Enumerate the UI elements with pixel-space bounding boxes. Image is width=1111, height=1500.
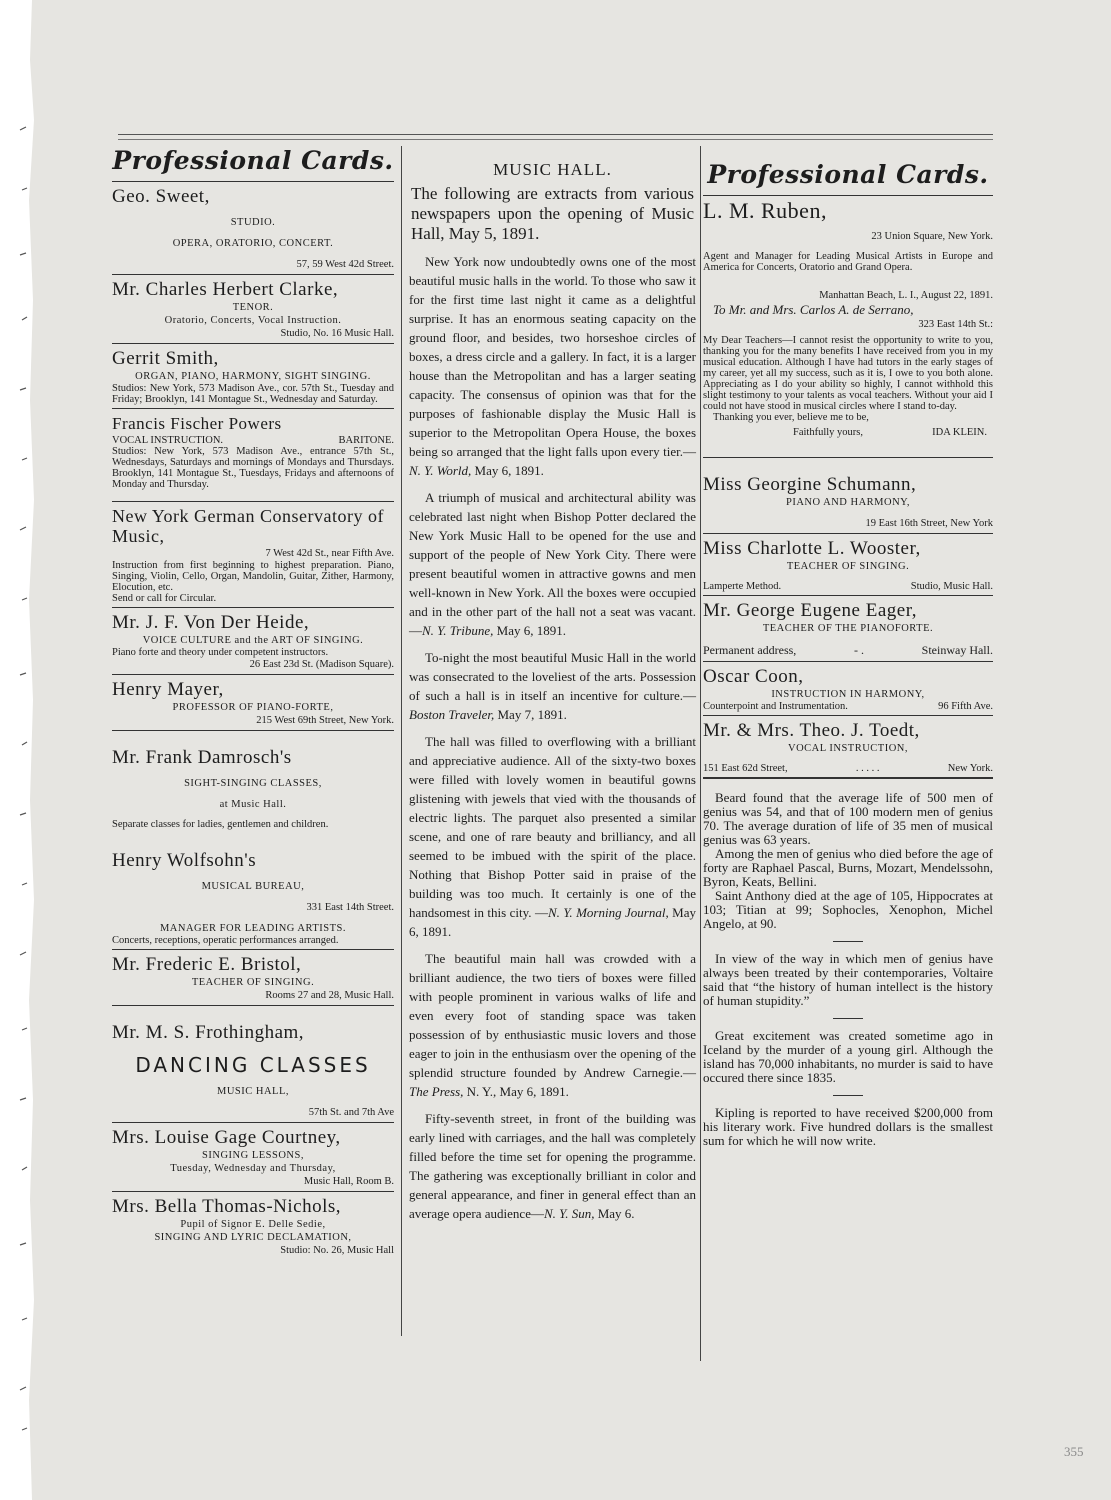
card-line: MANAGER FOR LEADING ARTISTS. [159,923,347,934]
card-address: 23 Union Square, New York. [871,231,993,242]
divider [703,661,993,662]
card-name: Mr. Charles Herbert Clarke, [112,279,339,300]
letter-place: Manhattan Beach, L. I., August 22, 1891. [819,290,993,301]
note-paragraph: Beard found that the average life of 500 men of genius was 54, and that of 100 modern men of genius 70. The average duration of life of 35 men of musical genius was 63 years. [703,790,993,847]
card-address: 7 West 42d St., near Fifth Ave. [265,548,394,559]
divider [112,949,394,950]
card-line: VOCAL INSTRUCTION, [787,743,909,754]
divider [703,715,993,716]
letter-closing: Faithfully yours, [793,427,863,438]
card-line: SINGING LESSONS, [202,1150,304,1161]
divider [703,777,993,779]
card-extra: Send or call for Circular. [112,593,217,604]
divider [112,501,394,502]
card-body: Piano forte and theory under competent instructors. [112,647,329,658]
card-name: Henry Wolfsohn's [112,850,257,871]
card-line: TEACHER OF THE PIANOFORTE. [762,623,934,634]
divider [112,408,394,409]
card-name: Geo. Sweet, [112,186,210,207]
divider [703,533,993,534]
card-line: SIGHT-SINGING CLASSES, [184,778,322,789]
divider [703,595,993,596]
card-detail: New York. [947,763,993,774]
left-column [112,146,394,1257]
card-line: MUSIC HALL, [216,1086,289,1097]
card-name: Francis Fischer Powers [112,414,282,433]
card-detail: Counterpoint and Instrumentation. [703,701,848,712]
card-address: 331 East 14th Street. [306,902,394,913]
divider [112,181,394,182]
divider [703,457,993,458]
note-paragraph: In view of the way in which men of genius have always been treated by their contemporaries, Voltaire said that “the history of human intellect is the history of human stupidity.” [703,951,993,1008]
card-name: Mr. J. F. Von Der Heide, [112,612,310,633]
lead-paragraph: The following are extracts from various newspapers upon the opening of Music Hall, May 5, 1891. [411,184,694,243]
article-paragraph: A triumph of musical and architectural ability was celebrated last night when Bishop Potter declared the New York Music Hall to be opened for the use and support of the people of New York City. There were present beautiful women in attractive gowns and men well-known in New York. All the boxes were occupied and in the other part of the hall not a seat was vacant.—N. Y. Tribune, May 6, 1891. [409,490,696,638]
divider [112,1191,394,1192]
top-rule-2 [118,139,993,140]
card-line: Pupil of Signor E. Delle Sedie, [180,1219,326,1230]
divider [112,274,394,275]
column-divider-1 [401,146,402,1336]
card-body: Instruction from first beginning to highest preparation. Piano, Singing, Violin, Cello, Organ, Mandolin, Guitar, Zither, Harmony, Elocution, etc. [112,560,394,593]
page-number: 355 [1064,1444,1084,1459]
card-name: Henry Mayer, [112,679,224,700]
note-paragraph: Kipling is reported to have received $200,000 from his literary work. Five hundred dollars is the smallest sum for which he will now write. [703,1105,993,1148]
card-detail: Steinway Hall. [921,643,993,657]
left-heading: Professional Cards. [112,146,394,175]
card-line: BARITONE. [338,435,394,446]
card-name: Mr. Frederic E. Bristol, [112,954,302,975]
divider [112,1122,394,1123]
music-hall-title: MUSIC HALL. [493,160,612,179]
divider [112,607,394,608]
note-paragraph: Great excitement was created sometime ago in Iceland by the murder of a young girl. Although the island has 70,000 inhabitants, no murder is said to have occured there since 1835. [703,1028,993,1085]
card-address: Studio: No. 26, Music Hall [280,1245,394,1256]
letter-to-address: 323 East 14th St.: [918,319,993,330]
card-line: TEACHER OF SINGING. [191,977,315,988]
column-divider-2 [700,146,701,1361]
card-name: Mrs. Bella Thomas-Nichols, [112,1196,342,1217]
card-line: PROFESSOR OF PIANO-FORTE, [172,702,334,713]
card-address: Studio, No. 16 Music Hall. [280,328,394,339]
top-rule [118,134,993,135]
card-line: at Music Hall. [219,799,287,810]
card-line: Tuesday, Wednesday and Thursday, [170,1163,336,1174]
article-paragraph: The beautiful main hall was crowded with a brilliant audience, the two tiers of boxes were filled with people prominent in various walks of life and even every foot of standing space was taken possession of by enthusiastic music lovers and those eager to join in the enthusiasm over the opening of the splendid structure founded by Andrew Carnegie.— The Press, N. Y., May 6, 1891. [409,951,696,1099]
card-body: Studios: New York, 573 Madison Ave., entrance 57th St., Wednesdays, Saturdays and mornings of Mondays and Thursdays. Brooklyn, 141 Montague St., Tuesdays, Fridays and afternoons of Monday and Thursday. [112,446,394,490]
dancing-classes-banner: DANCING CLASSES [135,1053,371,1077]
letter-thanks: Thanking you ever, believe me to be, [713,412,869,423]
card-line: INSTRUCTION IN HARMONY, [771,689,925,700]
card-name: New York German Conservatory of Music, [112,506,384,546]
card-body: Studios: New York, 573 Madison Ave., cor. 57th St., Tuesday and Friday; Brooklyn, 141 Montague St., Wednesday and Saturday. [112,383,394,405]
card-name: Mr. Frank Damrosch's [112,747,292,768]
card-address: 57th St. and 7th Ave [308,1107,394,1118]
card-detail: Lamperte Method. [703,581,782,592]
card-line: PIANO AND HARMONY, [785,497,911,508]
article-paragraph: New York now undoubtedly owns one of the most beautiful music halls in the world. To those who saw it for the first time last night it came as a delightful surprise. It has an enormous seating capacity on the ground floor, and besides, two horseshoe circles of boxes, a dress circle and a gallery. In fact, it is a larger house than the Metropolitan and has a larger seating capacity. The consensus of opinion was that for the purposes of fashionable display the Music Hall is superior to the Metropolitan Opera House, the boxes being so arranged that the light falls upon every tier.—N. Y. World, May 6, 1891. [409,254,696,478]
card-line: SINGING AND LYRIC DECLAMATION, [154,1232,352,1243]
card-address: 26 East 23d St. (Madison Square). [249,659,394,670]
card-detail: - . [853,643,864,657]
card-name: Gerrit Smith, [112,348,219,369]
card-address: 215 West 69th Street, New York. [256,715,394,726]
short-rule [833,1095,863,1096]
card-line: TENOR. [232,302,274,313]
note-paragraph: Saint Anthony died at the age of 105, Hippocrates at 103; Titian at 99; Sophocles, Xenophon, Michel Angelo, at 90. [703,888,993,931]
card-body: Separate classes for ladies, gentlemen and children. [112,819,329,830]
note-paragraph: Among the men of genius who died before the age of forty are Raphael Pascal, Burns, Mozart, Mendelssohn, Byron, Keats, Bellini. [703,846,993,889]
divider [112,1005,394,1006]
article-paragraph: The hall was filled to overflowing with a brilliant and appreciative audience. All of the sixty-two boxes were filled with lovely women in beautiful gowns glistening with jewels that vied with the thousands of electric lights. The parquet also presented a similar scene, and one of rare beauty and brilliancy, and all seemed to be imbued with the spirit of the place. Nothing that Bishop Potter said in praise of the building was too much. It certainly is one of the handsomest in this city. —N. Y. Morning Journal, May 6, 1891. [409,734,696,939]
card-line: VOCAL INSTRUCTION. [112,435,224,446]
card-detail: Permanent address, [703,643,797,657]
card-detail: 96 Fifth Ave. [938,701,993,712]
card-detail: . . . . . [855,763,880,774]
letter-signature: IDA KLEIN. [932,427,987,438]
divider [112,730,394,731]
right-heading: Professional Cards. [707,160,989,189]
card-name: L. M. Ruben, [703,198,827,223]
short-rule [833,1018,863,1019]
card-name: Mr. M. S. Frothingham, [112,1022,305,1043]
right-column [703,146,993,1148]
card-line: TEACHER OF SINGING. [786,561,910,572]
card-address: 19 East 16th Street, New York [865,518,993,529]
card-name: Mrs. Louise Gage Courtney, [112,1127,341,1148]
torn-edge [0,0,38,1500]
card-name: Oscar Coon, [703,666,804,687]
card-address: Rooms 27 and 28, Music Hall. [265,990,394,1001]
card-line: ORGAN, PIANO, HARMONY, SIGHT SINGING. [135,371,371,382]
letter-body: My Dear Teachers—I cannot resist the opportunity to write to you, thanking you for the many benefits I have received from you in my musical education. Although I have had tutors in the early stages of my career, yet all my success, such as it is, I owe to you both alone. Appreciating as I do your ability so highly, I cannot withhold this slight testimony to your talents as vocal teachers. Without your aid I could not have stood in musical circles where I stand to-day. [703,335,993,412]
card-body: Agent and Manager for Leading Musical Artists in Europe and America for Concerts, Oratorio and Grand Opera. [703,251,993,273]
card-line: OPERA, ORATORIO, CONCERT. [172,238,334,249]
letter-to: To Mr. and Mrs. Carlos A. de Serrano, [713,302,914,317]
card-name: Mr. George Eugene Eager, [703,600,918,621]
card-line: VOICE CULTURE and the ART OF SINGING. [142,635,364,646]
article-paragraph: To-night the most beautiful Music Hall in the world was consecrated to the loveliest of the arts. Possession of such a hall is in itself an incentive for culture.—Boston Traveler, May 7, 1891. [409,650,696,722]
divider [112,343,394,344]
card-name: Mr. & Mrs. Theo. J. Toedt, [703,720,920,741]
card-detail: Studio, Music Hall. [910,581,993,592]
card-line: MUSICAL BUREAU, [201,881,305,892]
middle-column [409,146,696,1223]
article-paragraph: Fifty-seventh street, in front of the building was early lined with carriages, and the hall was completely filled before the time set for opening the programme. The gathering was exceptionally brilliant in color and general appearance, and finer in general effect than an average opera audience—N. Y. Sun, May 6. [409,1111,696,1221]
card-name: Miss Georgine Schumann, [703,474,917,495]
card-detail: 151 East 62d Street, [703,763,788,774]
divider [703,195,993,196]
divider [112,674,394,675]
card-name: Miss Charlotte L. Wooster, [703,538,921,559]
card-address: 57, 59 West 42d Street. [296,259,394,270]
card-address: Music Hall, Room B. [303,1176,394,1187]
card-line: Oratorio, Concerts, Vocal Instruction. [164,315,342,326]
card-line: STUDIO. [230,217,276,228]
card-body: Concerts, receptions, operatic performances arranged. [112,935,339,946]
short-rule [833,941,863,942]
